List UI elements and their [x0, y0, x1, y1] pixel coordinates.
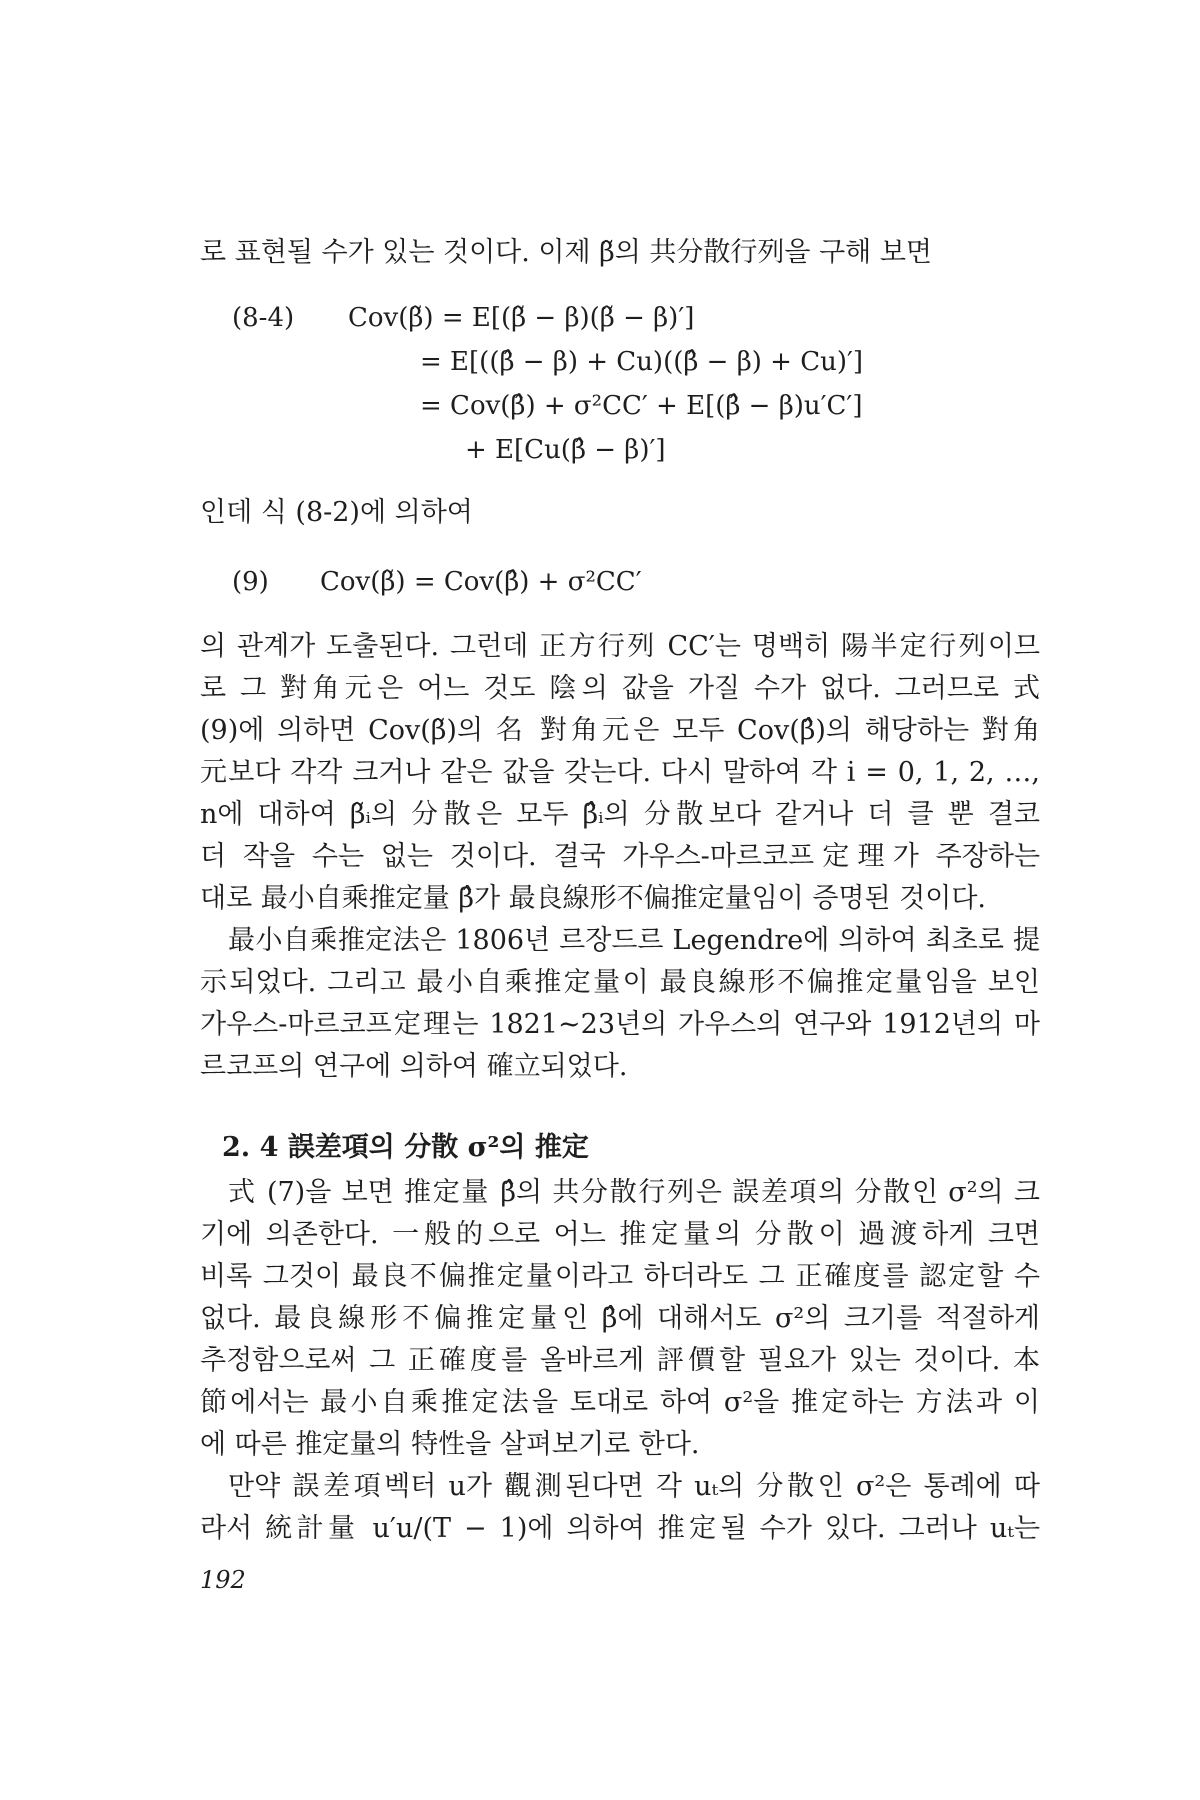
text-line: 추정함으로써 그 正確度를 올바르게 評價할 필요가 있는 것이다. 本 [200, 1345, 1040, 1376]
equation-line: Cov(β̃) = Cov(β̂) + σ²CC′ [320, 567, 642, 597]
text-line: 에 따른 推定量의 特性을 살펴보기로 한다. [200, 1429, 700, 1460]
text-line: 라서 統計量 u′u/(T − 1)에 의하여 推定될 수가 있다. 그러나 uₜ는 [200, 1513, 1040, 1544]
text-line: 로 그 對角元은 어느 것도 陰의 값을 가질 수가 없다. 그러므로 式 [200, 673, 1040, 704]
equation-number: (8-4) [232, 303, 295, 333]
text-line: 의 관계가 도출된다. 그런데 正方行列 CC′는 명백히 陽半定行列이므 [200, 631, 1040, 662]
text-line: 대로 最小自乘推定量 β̂가 最良線形不偏推定量임이 증명된 것이다. [200, 883, 987, 914]
text-line: 로 표현될 수가 있는 것이다. 이제 β̃의 共分散行列을 구해 보면 [200, 237, 932, 268]
text-line: 가우스-마르코프定理는 1821~23년의 가우스의 연구와 1912년의 마 [200, 1009, 1040, 1040]
equation-number: (9) [232, 567, 269, 597]
text-line: 인데 식 (8-2)에 의하여 [200, 497, 473, 528]
equation-line: + E[Cu(β̂ − β)′] [465, 435, 666, 465]
equation-line: Cov(β̃) = E[(β̃ − β)(β̃ − β)′] [348, 303, 695, 333]
paragraph [200, 1466, 1040, 1550]
text-line: 元보다 각각 크거나 같은 값을 갖는다. 다시 말하여 각 i = 0, 1, 2, …, [200, 757, 1040, 788]
text-line: 式 (7)을 보면 推定量 β̂의 共分散行列은 誤差項의 分散인 σ²의 크 [228, 1177, 1040, 1208]
equation-line: = Cov(β̂) + σ²CC′ + E[(β̂ − β)u′C′] [420, 391, 863, 421]
text-line: 없다. 最良線形不偏推定量인 β̂에 대해서도 σ²의 크기를 적절하게 [200, 1303, 1040, 1334]
page-number: 192 [200, 1566, 246, 1594]
paragraph [200, 626, 1040, 920]
text-line: 기에 의존한다. 一般的으로 어느 推定量의 分散이 過渡하게 크면 [200, 1219, 1040, 1250]
paragraph [200, 1172, 1040, 1466]
text-line: n에 대하여 β̃ᵢ의 分散은 모두 β̂ᵢ의 分散보다 같거나 더 클 뿐 결코 [200, 799, 1040, 830]
text-line: 만약 誤差項벡터 u가 觀測된다면 각 uₜ의 分散인 σ²은 통례에 따 [228, 1471, 1040, 1502]
text-line: 節에서는 最小自乘推定法을 토대로 하여 σ²을 推定하는 方法과 이 [200, 1387, 1040, 1418]
equation-line: = E[((β̂ − β) + Cu)((β̂ − β) + Cu)′] [420, 347, 864, 377]
intro-paragraph [200, 232, 1040, 274]
text-line: (9)에 의하면 Cov(β̃)의 名 對角元은 모두 Cov(β̂)의 해당하는 對角 [200, 715, 1040, 746]
text-line: 르코프의 연구에 의하여 確立되었다. [200, 1051, 628, 1082]
text-line: 비록 그것이 最良不偏推定量이라고 하더라도 그 正確度를 認定할 수 [200, 1261, 1040, 1292]
text-line: 示되었다. 그리고 最小自乘推定量이 最良線形不偏推定量임을 보인 [200, 967, 1040, 998]
text-line: 最小自乘推定法은 1806년 르장드르 Legendre에 의하여 최초로 提 [228, 925, 1040, 956]
paragraph [200, 920, 1040, 1088]
section-heading: 2. 4 誤差項의 分散 σ²의 推定 [222, 1132, 589, 1163]
connecting-text [200, 492, 1040, 534]
text-line: 더 작을 수는 없는 것이다. 결국 가우스-마르코프定理가 주장하는 [200, 841, 1040, 872]
